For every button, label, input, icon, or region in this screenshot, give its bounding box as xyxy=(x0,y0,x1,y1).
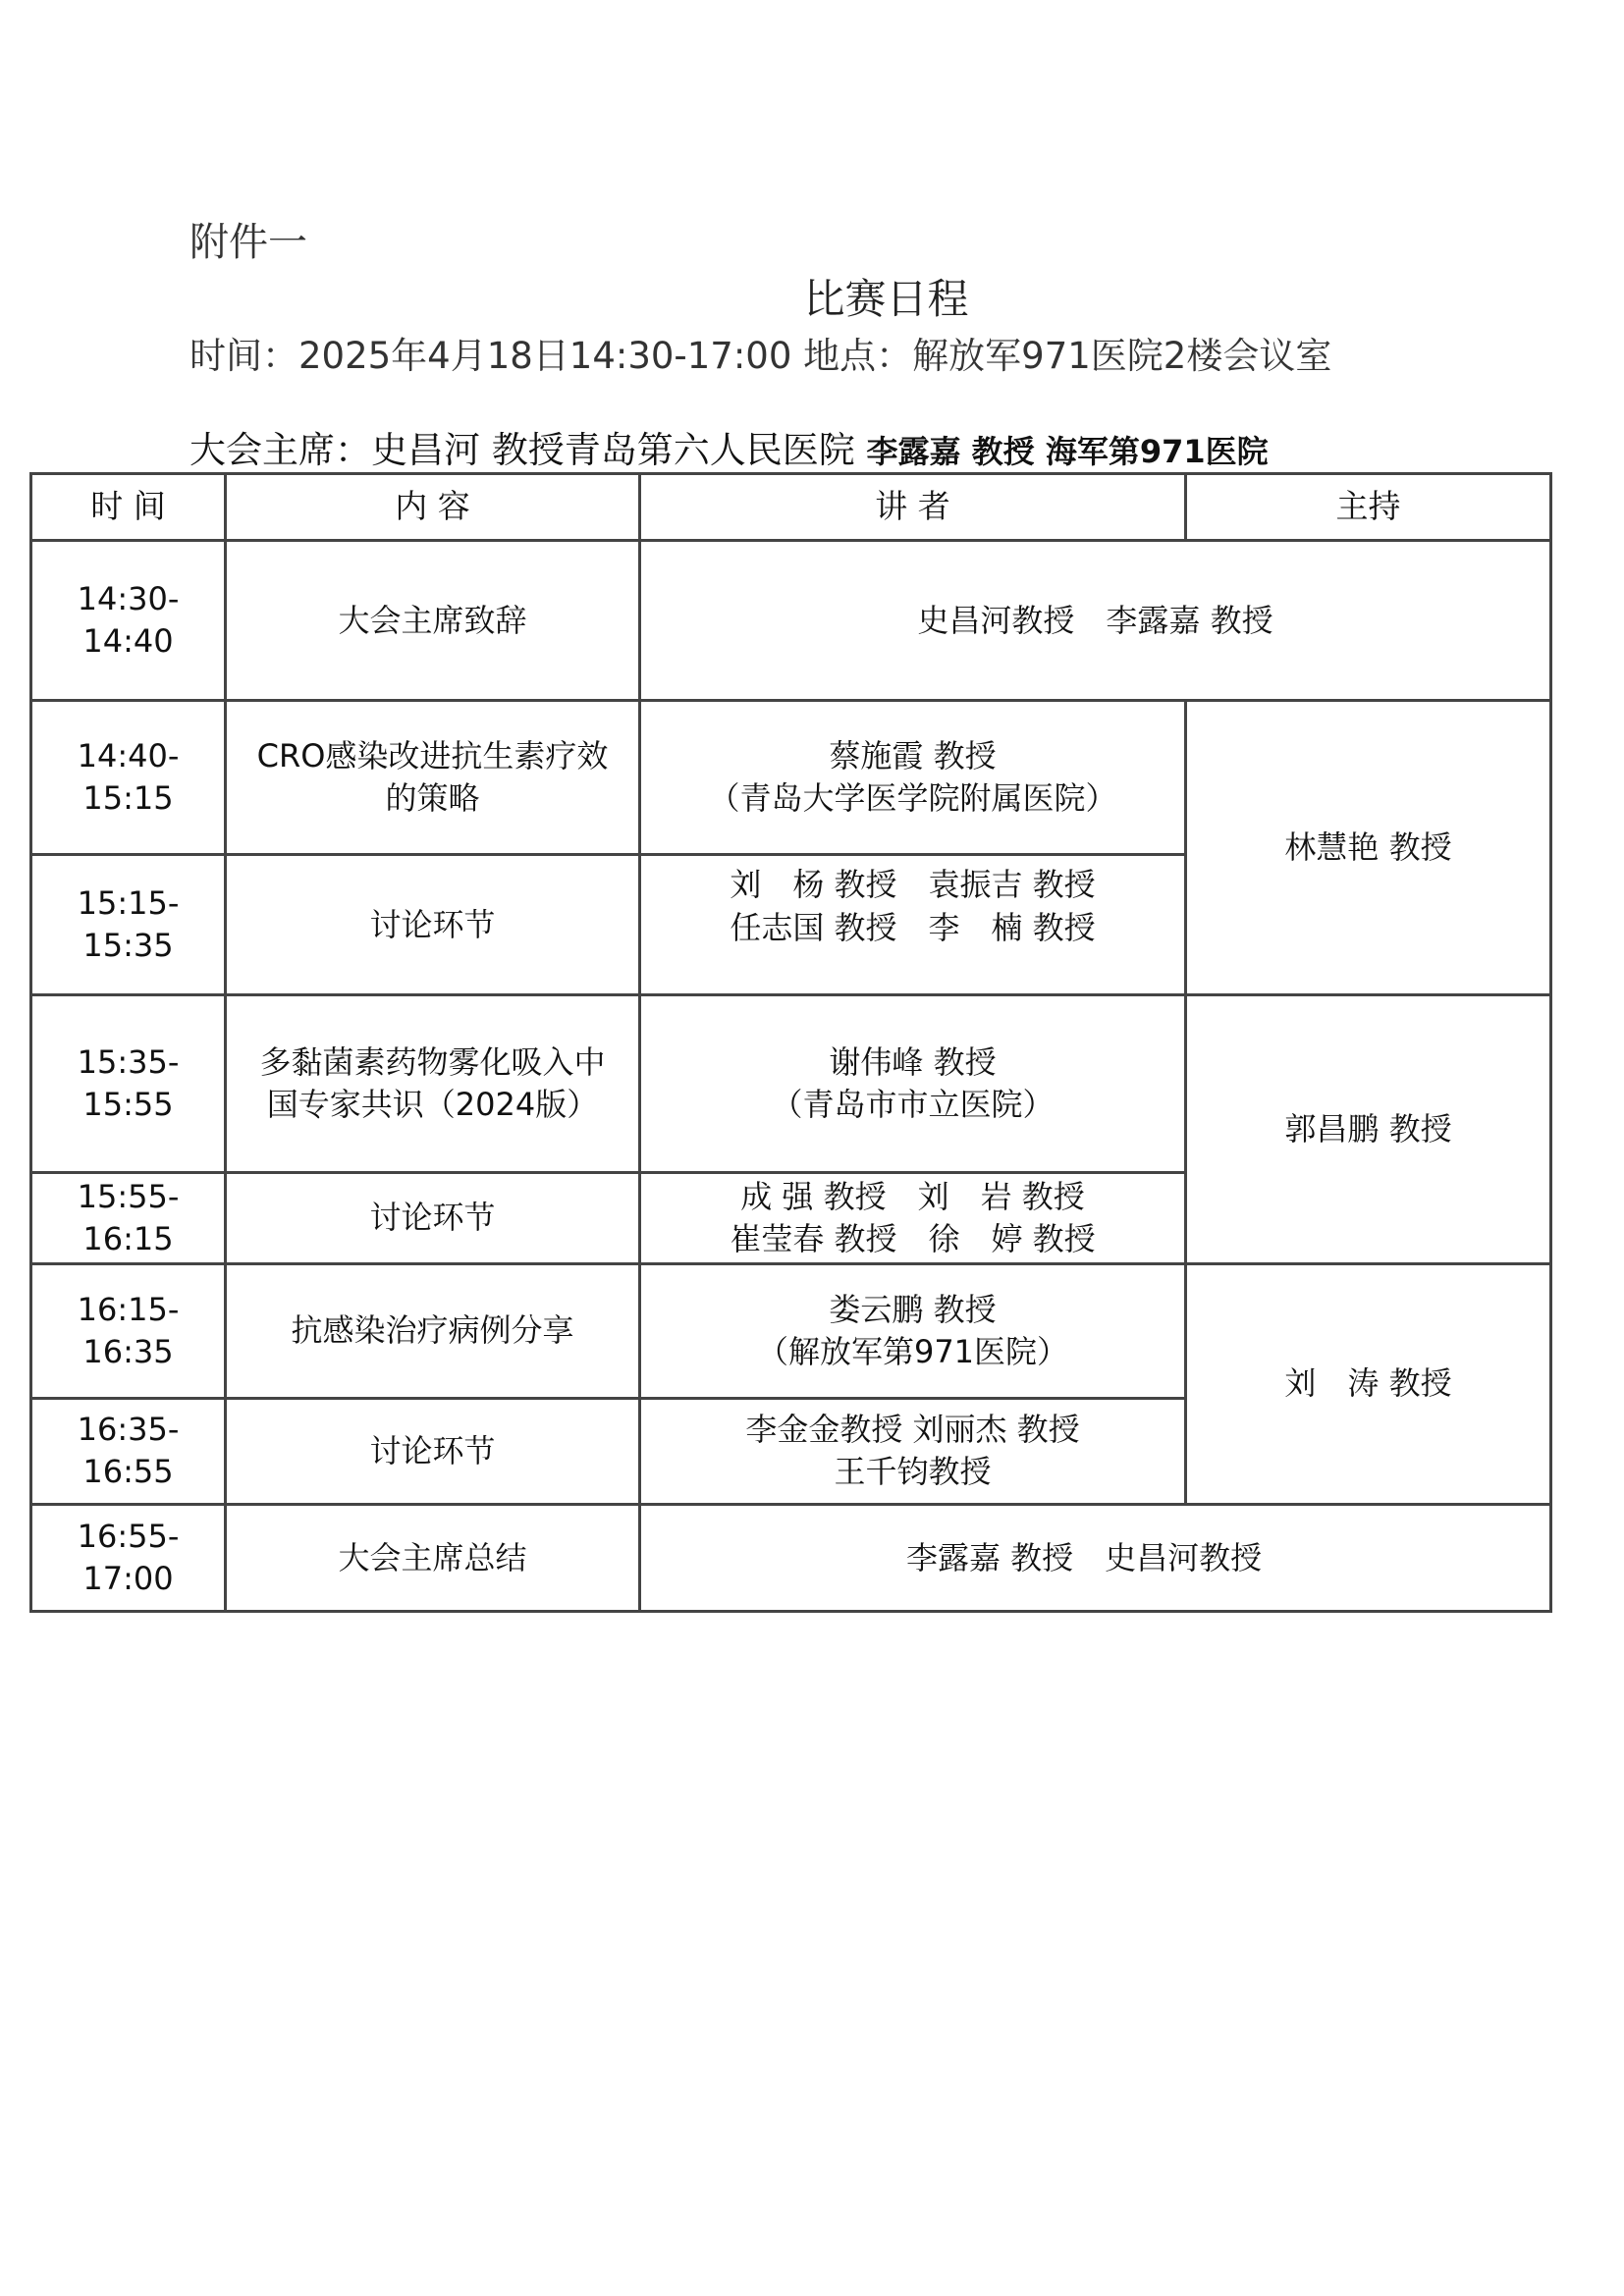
panelists-line-2: 王千钧教授 xyxy=(834,1453,992,1491)
speaker-cell xyxy=(640,701,1186,855)
speaker-cell xyxy=(640,855,1186,995)
header-speaker: 讲 者 xyxy=(640,474,1186,541)
time-end: 15:15 xyxy=(82,779,174,818)
content-line-2: 国专家共识（2024版） xyxy=(266,1086,599,1124)
panelists-line-1: 刘 杨 教授 袁振吉 教授 xyxy=(730,866,1096,904)
host-cell: 刘 涛 教授 xyxy=(1186,1263,1551,1504)
content-cell: 大会主席总结 xyxy=(226,1505,640,1612)
time-end: 14:40 xyxy=(82,622,174,661)
time-start: 15:15- xyxy=(77,884,180,923)
time-cell xyxy=(31,1398,226,1505)
time-end: 16:55 xyxy=(82,1453,174,1491)
time-cell xyxy=(31,541,226,701)
speaker-cell: 史昌河教授 李露嘉 教授 xyxy=(640,541,1551,701)
panelists-line-1: 成 强 教授 刘 岩 教授 xyxy=(740,1177,1085,1215)
content-cell xyxy=(226,701,640,855)
time-end: 15:55 xyxy=(82,1086,174,1124)
time-start: 14:30- xyxy=(77,580,180,618)
table-row xyxy=(31,1263,1551,1398)
time-start: 15:55- xyxy=(77,1177,180,1215)
speaker-affiliation: （青岛市市立医院） xyxy=(771,1086,1055,1124)
panelists-line-2: 任志国 教授 李 楠 教授 xyxy=(730,908,1096,946)
conference-chairs xyxy=(189,420,1269,473)
speaker-name: 蔡施霞 教授 xyxy=(829,737,997,775)
speaker-cell xyxy=(640,1173,1186,1264)
speaker-cell: 李露嘉 教授 史昌河教授 xyxy=(640,1505,1551,1612)
time-end: 15:35 xyxy=(82,927,174,965)
header-content: 内 容 xyxy=(226,474,640,541)
speaker-cell xyxy=(640,995,1186,1173)
time-start: 15:35- xyxy=(77,1043,180,1082)
chair-primary: 大会主席：史昌河 教授青岛第六人民医院 xyxy=(189,429,855,471)
time-cell xyxy=(31,855,226,995)
time-end: 16:15 xyxy=(82,1220,174,1258)
content-cell: 讨论环节 xyxy=(226,855,640,995)
table-row xyxy=(31,1505,1551,1612)
header-time: 时 间 xyxy=(31,474,226,541)
time-cell xyxy=(31,1173,226,1264)
attachment-label: 附件一 xyxy=(189,220,307,265)
time-start: 16:15- xyxy=(77,1290,180,1328)
content-cell: 抗感染治疗病例分享 xyxy=(226,1263,640,1398)
time-start: 16:35- xyxy=(77,1411,180,1449)
speaker-affiliation: （青岛大学医学院附属医院） xyxy=(708,779,1117,818)
schedule-table xyxy=(29,472,1552,1613)
panelists-line-1: 李金金教授 刘丽杰 教授 xyxy=(745,1411,1080,1449)
speaker-affiliation: （解放军第971医院） xyxy=(756,1332,1069,1370)
time-cell xyxy=(31,1505,226,1612)
time-cell xyxy=(31,701,226,855)
content-cell: 大会主席致辞 xyxy=(226,541,640,701)
content-cell: 讨论环节 xyxy=(226,1398,640,1505)
header-host: 主持 xyxy=(1186,474,1551,541)
time-end: 16:35 xyxy=(82,1332,174,1370)
speaker-name: 娄云鹏 教授 xyxy=(829,1290,997,1328)
event-time-location: 时间：2025年4月18日14:30-17:00 地点：解放军971医院2楼会议室 xyxy=(189,335,1332,377)
content-line-1: CRO感染改进抗生素疗效 xyxy=(256,737,609,775)
time-end: 17:00 xyxy=(82,1560,174,1598)
time-start: 14:40- xyxy=(77,737,180,775)
chair-secondary: 李露嘉 教授 海军第971医院 xyxy=(866,433,1269,470)
page-title: 比赛日程 xyxy=(803,275,969,323)
time-start: 16:55- xyxy=(77,1517,180,1555)
time-cell xyxy=(31,1263,226,1398)
time-cell xyxy=(31,995,226,1173)
host-cell: 郭昌鹏 教授 xyxy=(1186,995,1551,1264)
content-line-2: 的策略 xyxy=(385,779,480,818)
table-header-row xyxy=(31,474,1551,541)
speaker-cell xyxy=(640,1398,1186,1505)
content-line-1: 多黏菌素药物雾化吸入中 xyxy=(259,1043,606,1082)
table-row xyxy=(31,541,1551,701)
table-row xyxy=(31,701,1551,855)
table-row xyxy=(31,995,1551,1173)
panelists-line-2: 崔莹春 教授 徐 婷 教授 xyxy=(730,1220,1096,1258)
speaker-name: 谢伟峰 教授 xyxy=(829,1043,997,1082)
speaker-cell xyxy=(640,1263,1186,1398)
content-cell: 讨论环节 xyxy=(226,1173,640,1264)
host-cell: 林慧艳 教授 xyxy=(1186,701,1551,995)
content-cell xyxy=(226,995,640,1173)
